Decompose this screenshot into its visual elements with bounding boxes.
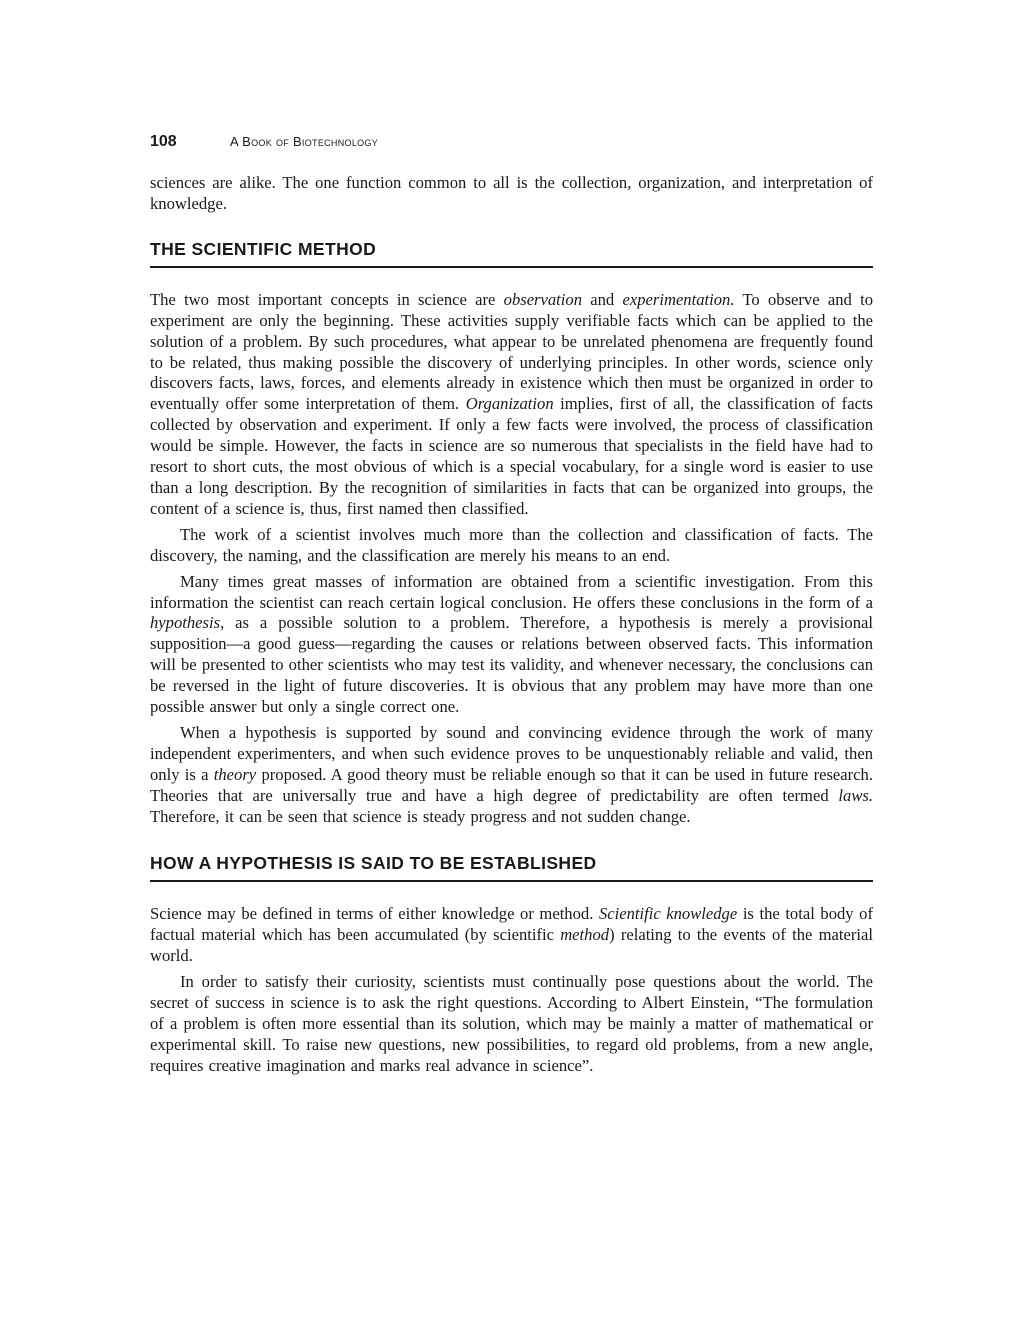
book-page	[150, 133, 873, 1082]
paragraph-hypothesis	[150, 572, 873, 718]
text-run: ) relating to the events of the material world.	[150, 925, 873, 966]
emphasis-term: method	[560, 925, 610, 945]
emphasis-term: hypothesis	[150, 613, 221, 633]
emphasis-term: theory	[213, 764, 257, 784]
running-head	[150, 133, 873, 153]
paragraph-observation	[150, 290, 873, 520]
page-number: 108	[150, 133, 177, 150]
text-run: Science may be defined in terms of either knowledge or method.	[150, 904, 599, 924]
emphasis-term: laws.	[838, 785, 873, 805]
text-run: Therefore, it can be seen that science is steady progress and not sudden change.	[150, 806, 691, 826]
emphasis-term: observation	[503, 289, 582, 309]
emphasis-term: experimentation.	[622, 289, 735, 309]
paragraph-theory	[150, 723, 873, 828]
text-run: In order to satisfy their curiosity, scientists must continually pose questions about the world. The secret of success in science is to ask the right questions. According to Albert Einstein, “The formulation of a problem is often more essential than its solution, which may be mainly a matter of mathematical or experimental skill. To raise new questions, new possibilities, to regard old problems, from a new angle, requires creative imagination and marks real advance in science”.	[150, 972, 873, 1075]
emphasis-term: Scientific knowledge	[598, 904, 738, 924]
paragraph-work-of-scientist	[150, 525, 873, 567]
text-run: is the total body of factual material which has been accumulated (by scientific	[150, 904, 873, 945]
emphasis-term: Organization	[465, 394, 554, 414]
text-run: Many times great masses of information are obtained from a scientific investigation. From this information the scientist can reach certain logical conclusion. He offers these conclusions in the form of a	[150, 571, 873, 612]
paragraph-science-defined	[150, 904, 873, 967]
paragraph-continuation	[150, 173, 873, 215]
text-run: When a hypothesis is supported by sound and convincing evidence through the work of many independent experimenters, and when such evidence proves to be unquestionably reliable and valid, then only is a	[150, 722, 873, 784]
section-heading-scientific-method: THE SCIENTIFIC METHOD	[150, 239, 873, 268]
text-run: The work of a scientist involves much more than the collection and classification of facts. The discovery, the naming, and the classification are merely his means to an end.	[150, 524, 873, 565]
book-title: A Book of Biotechnology	[230, 134, 379, 149]
text-run: and	[582, 289, 623, 309]
text-run: , as a possible solution to a problem. Therefore, a hypothesis is merely a provisional supposition—a good guess—regarding the causes or relations between observed facts. This information will be presented to other scientists who may test its validity, and whenever necessary, the conclusions can be reversed in the light of future discoveries. It is obvious that any problem may have more than one possible answer but only a single correct one.	[150, 613, 873, 717]
text-run: The two most important concepts in science are	[150, 289, 504, 309]
text-run: proposed. A good theory must be reliable enough so that it can be used in future research. Theories that are universally true and have a high degree of predictability are often termed	[150, 764, 873, 805]
text-run: sciences are alike. The one function common to all is the collection, organization, and interpretation of knowledge.	[150, 173, 873, 213]
text-run: To observe and to experiment are only the beginning. These activities supply verifiable facts which can be applied to the solution of a problem. By such procedures, what appear to be unrelated phenomena are frequently found to be related, thus making possible the discovery of underlying principles. In other words, science only discovers facts, laws, forces, and elements already in existence which then must be organized in order to eventually offer some interpretation of them.	[150, 289, 873, 414]
section-heading-hypothesis-established: HOW A HYPOTHESIS IS SAID TO BE ESTABLISHED	[150, 853, 873, 882]
paragraph-einstein-quote	[150, 972, 873, 1077]
text-run: implies, first of all, the classification of facts collected by observation and experiment. If only a few facts were involved, the process of classification would be simple. However, the facts in science are so numerous that specialists in the field have had to resort to short cuts, the most obvious of which is a special vocabulary, for a single word is easier to use than a long description. By the recognition of similarities in facts that can be organized into groups, the content of a science is, thus, first named then classified.	[150, 394, 873, 518]
